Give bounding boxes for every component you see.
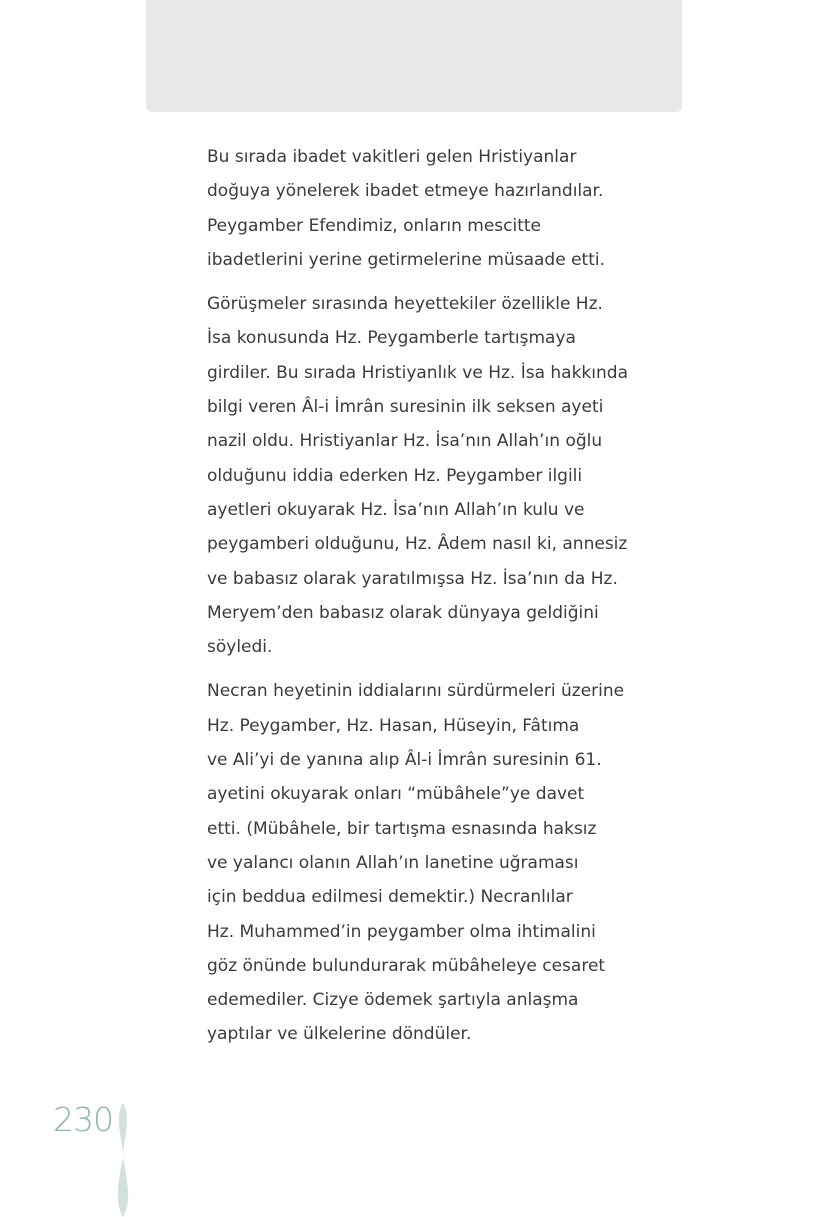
text-line: Hz. Peygamber, Hz. Hasan, Hüseyin, Fâtıma	[207, 715, 580, 736]
text-line: etti. (Mübâhele, bir tartışma esnasında haksız	[207, 818, 597, 839]
text-line: Meryem’den babasız olarak dünyaya geldiğini	[207, 602, 599, 623]
text-line: olduğunu iddia ederken Hz. Peygamber ilgili	[207, 465, 583, 486]
paragraph-2	[207, 287, 637, 664]
text-line: Görüşmeler sırasında heyettekiler özellikle Hz.	[207, 294, 603, 315]
text-line: girdiler. Bu sırada Hristiyanlık ve Hz. İsa hakkında	[207, 362, 628, 383]
text-line: ve babasız olarak yaratılmışsa Hz. İsa’nın da Hz.	[207, 568, 618, 589]
text-line: Bu sırada ibadet vakitleri gelen Hristiyanlar	[207, 147, 577, 167]
text-line: yaptılar ve ülkelerine döndüler.	[207, 1024, 472, 1045]
text-line: söyledi.	[207, 637, 273, 658]
text-line: peygamberi olduğunu, Hz. Âdem nasıl ki, annesiz	[207, 534, 628, 555]
paragraph-3	[207, 674, 637, 1051]
text-line: göz önünde bulundurarak mübâheleye cesaret	[207, 955, 606, 976]
text-line: ve yalancı olanın Allah’ın lanetine uğraması	[207, 852, 579, 873]
page-ornament-icon	[112, 1103, 134, 1217]
header-image-placeholder	[146, 0, 682, 112]
text-line: için beddua edilmesi demektir.) Necranlılar	[207, 887, 573, 908]
text-line: bilgi veren Âl-i İmrân suresinin ilk seksen ayeti	[207, 397, 604, 418]
text-line: nazil oldu. Hristiyanlar Hz. İsa’nın Allah’ın oğlu	[207, 431, 603, 452]
text-line: ayetini okuyarak onları “mübâhele”ye davet	[207, 784, 585, 805]
page-number: 230	[53, 1100, 113, 1139]
text-line: Necran heyetinin iddialarını sürdürmeleri üzerine	[207, 681, 625, 702]
text-line: ibadetlerini yerine getirmelerine müsaade etti.	[207, 249, 605, 270]
text-line: Peygamber Efendimiz, onların mescitte	[207, 215, 542, 236]
text-line: ve Ali’yi de yanına alıp Âl-i İmrân suresinin 61.	[207, 750, 602, 771]
body-text	[207, 140, 637, 1062]
text-line: ayetleri okuyarak Hz. İsa’nın Allah’ın kulu ve	[207, 499, 585, 520]
text-line: İsa konusunda Hz. Peygamberle tartışmaya	[207, 328, 576, 349]
paragraph-1	[207, 140, 637, 277]
text-line: edemediler. Cizye ödemek şartıyla anlaşma	[207, 990, 579, 1011]
text-line: doğuya yönelerek ibadet etmeye hazırlandılar.	[207, 181, 604, 202]
text-line: Hz. Muhammed’in peygamber olma ihtimalini	[207, 921, 596, 942]
